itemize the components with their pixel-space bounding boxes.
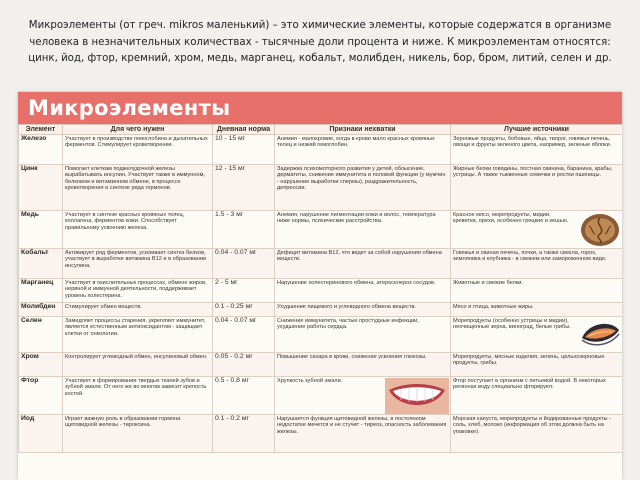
microelements-table <box>18 124 622 453</box>
walnut-illustration <box>579 212 621 249</box>
caption-line: цинк, йод, фтор, кремний, хром, медь, марганец, кобальт, молибден, никель, бор, бром, литий, селен и др. <box>28 53 612 64</box>
table-row <box>19 135 623 165</box>
element-sources: Фтор поступает в организм с питьевой водой. В некоторых регионах воду специально фторируют. <box>451 377 623 415</box>
table-row <box>19 415 623 453</box>
element-norm: 0.04 - 0.07 мг <box>213 249 275 279</box>
caption-line: Микроэлементы (от греч. mikros маленький) – это химические элементы, которые содержатся в организме <box>28 20 612 31</box>
element-norm: 0.1 - 0.25 мг <box>213 303 275 317</box>
element-deficiency: Нарушение холестеринового обмена, атеросклероз сосудов. <box>275 279 451 303</box>
element-sources: Морепродукты (особенно устрицы и мидии), неочищенные зерна, виноград, белые грибы. <box>453 318 571 331</box>
element-name: Йод <box>19 415 63 453</box>
element-sources: Зерновые продукты, бобовые, яйца, творог, говяжья печень, овощи и фрукты зеленого цвета, например, зеленые яблоки. <box>451 135 623 165</box>
element-purpose: Участвует в окислительных процессах, обмене жиров, нервной и иммунной деятельности, поддерживает уровень холестерина. <box>63 279 213 303</box>
element-purpose: Замедляет процессы старения, укрепляет иммунитет, является естественным антиоксидантом - защищает клетки от онкологии. <box>63 317 213 353</box>
element-sources: Говяжья и свиная печень, почки, а также свекла, горох, земляника и клубника - в свежем или замороженном виде. <box>451 249 623 279</box>
table-row <box>19 317 623 353</box>
element-name: Марганец <box>19 279 63 303</box>
element-norm: 0.04 - 0.07 мг <box>213 317 275 353</box>
element-purpose: Помогает клеткам поджелудочной железы вырабатывать инсулин. Участвует также в иммунном, белковом и витаминном обмене, в процессе кроветворения и синтезе ряда гормонов. <box>63 165 213 211</box>
header-deficiency: Признаки нехватки <box>275 125 451 135</box>
element-norm: 12 - 15 мг <box>213 165 275 211</box>
element-purpose: Активирует ряд ферментов, усиливает синтез белков, участвует в выработке витамина B12 и в образовании инсулина. <box>63 249 213 279</box>
element-purpose: Участвует в формировании твердых тканей зубов и зубной эмали. От него же во многом зависит крепость костей. <box>63 377 213 415</box>
element-norm: 0.1 - 0.2 мг <box>213 415 275 453</box>
table-row <box>19 165 623 211</box>
element-name: Кобальт <box>19 249 63 279</box>
element-deficiency: Анемия, нарушение пигментации кожи и волос, температура ниже нормы, психические расстройства. <box>275 211 451 249</box>
element-sources: Морская капуста, морепродукты и йодированные продукты - соль, хлеб, молоко (информация об этом должна быть на упаковке). <box>451 415 623 453</box>
caption-line: человека в незначительных количествах - тысячные доли процента и ниже. К микроэлементам относятся: <box>29 36 611 48</box>
table-row <box>19 377 623 415</box>
element-name: Медь <box>19 211 63 249</box>
element-purpose: Контролирует углеводный обмен, инсулиновый обмен. <box>63 353 213 377</box>
element-deficiency: Дефицит витамина B12, что ведет за собой нарушения обмена веществ. <box>275 249 451 279</box>
card-title: Микроэлементы <box>18 92 622 124</box>
table-row <box>19 249 623 279</box>
table-row <box>19 353 623 377</box>
microelements-card <box>18 92 622 480</box>
element-name: Хром <box>19 353 63 377</box>
header-norm: Дневная норма <box>213 125 275 135</box>
header-element: Элемент <box>19 125 63 135</box>
header-sources: Лучшие источники <box>451 125 623 135</box>
element-deficiency-cell <box>275 377 451 415</box>
element-name: Цинк <box>19 165 63 211</box>
element-sources: Животные и свежие белки. <box>451 279 623 303</box>
table-row <box>19 211 623 249</box>
element-norm: 0.5 - 0.8 мг <box>213 377 275 415</box>
element-sources: Красное мясо, морепродукты, мидии, креветки, орехи, особенно грецкие и кешью. <box>453 212 569 225</box>
element-name: Селен <box>19 317 63 353</box>
element-deficiency: Снижение иммунитета, частые простудные инфекции, ухудшение работы сердца. <box>275 317 451 353</box>
element-purpose: Играет важную роль в образовании гормона щитовидной железы - тироксина. <box>63 415 213 453</box>
smile-illustration <box>385 378 449 415</box>
header-purpose: Для чего нужен <box>63 125 213 135</box>
table-row <box>19 279 623 303</box>
mussel-illustration <box>579 318 621 352</box>
element-deficiency: Анемия - малокровие, когда в крови мало красных кровяных телец и низкий гемоглобин. <box>275 135 451 165</box>
element-deficiency: Задержка психомоторного развития у детей, облысение, дерматиты, снижение иммунитета и половой функции (у мужчин - нарушение выработки спермы), раздражительность, депрессии. <box>275 165 451 211</box>
element-deficiency: Нарушается функция щитовидной железы, в постоянном недостатке мечется и не стучит - тиреоз, опасность заболевания железы. <box>275 415 451 453</box>
table-header-row <box>19 125 623 135</box>
element-norm: 10 - 15 мг <box>213 135 275 165</box>
element-sources-cell <box>451 317 623 353</box>
element-sources: Мясо и птица, животные жиры. <box>451 303 623 317</box>
element-deficiency: Хрупкость зубной эмали. <box>277 378 343 384</box>
intro-caption <box>0 18 640 68</box>
element-name: Фтор <box>19 377 63 415</box>
element-sources-cell <box>451 211 623 249</box>
element-deficiency: Ухудшение пищевого и углеводного обмена веществ. <box>275 303 451 317</box>
element-name: Молибден <box>19 303 63 317</box>
element-deficiency: Повышение сахара в крови, снижение усвоения глюкозы. <box>275 353 451 377</box>
element-purpose: Участвует в синтезе красных кровяных телец, коллагена, ферментов кожи. Способствует правильному усвоению железа. <box>63 211 213 249</box>
element-norm: 2 - 5 мг <box>213 279 275 303</box>
element-norm: 1.5 - 3 мг <box>213 211 275 249</box>
element-sources: Жирные белки говядины, постная свинина, баранина, крабы, устрицы. А также тыквенные семечки и ростки пшеницы. <box>451 165 623 211</box>
element-sources: Морепродукты, мясные изделия, зелень, цельнозерновые продукты, грибы. <box>451 353 623 377</box>
element-name: Железо <box>19 135 63 165</box>
element-purpose: Участвует в производстве гемоглобина и дыхательных ферментов. Стимулирует кроветворение. <box>63 135 213 165</box>
element-purpose: Стимулирует обмен веществ. <box>63 303 213 317</box>
element-norm: 0.05 - 0.2 мг <box>213 353 275 377</box>
table-row <box>19 303 623 317</box>
